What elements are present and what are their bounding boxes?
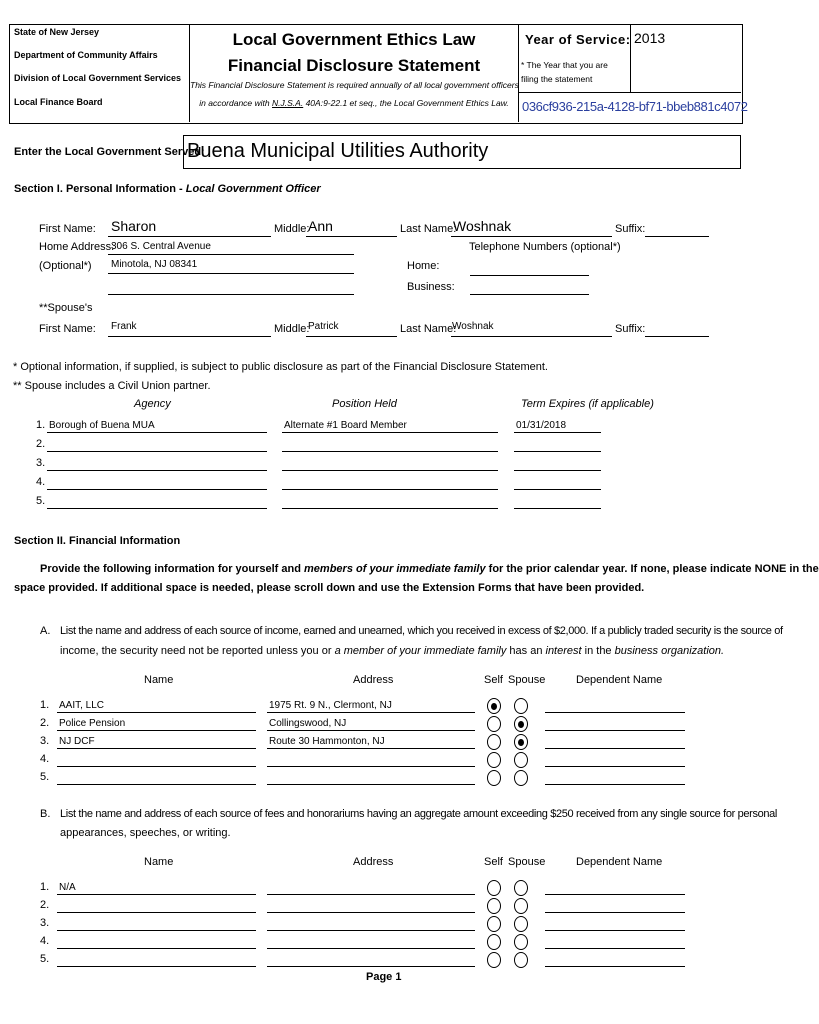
spouse-radio[interactable] <box>514 934 528 950</box>
part-b-col-spouse: Spouse <box>508 856 546 868</box>
col-agency-heading: Agency <box>134 398 171 410</box>
source-address-field[interactable] <box>267 766 475 767</box>
home-phone-label: Home: <box>407 260 440 272</box>
position-row-number: 5. <box>36 495 46 507</box>
self-radio[interactable] <box>487 734 501 750</box>
col-position-heading: Position Held <box>332 398 397 410</box>
col-term-heading: Term Expires (if applicable) <box>521 398 654 410</box>
section2-intro-line2: space provided. If additional space is needed, please scroll down and use the Extension Forms that have been provided. <box>14 582 645 594</box>
part-b-col-dependent: Dependent Name <box>576 856 663 868</box>
position-value: Alternate #1 Board Member <box>284 420 407 431</box>
dependent-name-field[interactable] <box>545 966 685 967</box>
optional-label: (Optional*) <box>39 260 92 272</box>
term-field[interactable] <box>514 432 601 433</box>
agency-field[interactable] <box>47 432 267 433</box>
source-name-field[interactable] <box>57 712 256 713</box>
middle-field[interactable] <box>306 236 397 237</box>
position-field[interactable] <box>282 451 498 452</box>
term-field[interactable] <box>514 451 601 452</box>
source-address-field[interactable] <box>267 748 475 749</box>
source-address-value: 1975 Rt. 9 N., Clermont, NJ <box>269 700 392 711</box>
suffix-label: Suffix: <box>615 223 646 235</box>
intro-part-c: for the prior calendar year. If none, please indicate NONE in the <box>488 563 819 575</box>
part-a-letter: A. <box>40 625 51 637</box>
address-line1-field[interactable] <box>108 254 354 255</box>
position-field[interactable] <box>282 489 498 490</box>
section1-heading <box>14 183 321 195</box>
section1-heading-text: Section I. Personal Information - <box>14 183 186 195</box>
form-subtitle-line2 <box>190 98 518 108</box>
part-a-col-address: Address <box>353 674 394 686</box>
part-a-col-dependent: Dependent Name <box>576 674 663 686</box>
row-number: 2. <box>40 899 50 911</box>
part-b-letter: B. <box>40 808 51 820</box>
agency-line-board: Local Finance Board <box>14 97 103 107</box>
home-address-label: Home Address: <box>39 241 115 253</box>
self-radio[interactable] <box>487 916 501 932</box>
row-number: 1. <box>40 699 50 711</box>
dependent-name-field[interactable] <box>545 766 685 767</box>
section2-heading: Section II. Financial Information <box>14 535 181 547</box>
first-name-value: Sharon <box>111 218 157 234</box>
dependent-name-field[interactable] <box>545 712 685 713</box>
part-b-text-line2: appearances, speeches, or writing. <box>60 827 231 839</box>
row-number: 4. <box>40 935 50 947</box>
source-name-value: NJ DCF <box>59 736 95 747</box>
spouse-suffix-label: Suffix: <box>615 323 646 335</box>
self-radio[interactable] <box>487 898 501 914</box>
part-b-col-self: Self <box>484 856 503 868</box>
dependent-name-field[interactable] <box>545 930 685 931</box>
source-name-value: AAIT, LLC <box>59 700 105 711</box>
year-note: * The Year that you are filing the statement <box>521 60 608 84</box>
self-radio[interactable] <box>487 952 501 968</box>
source-address-value: Route 30 Hammonton, NJ <box>269 736 385 747</box>
optional-note: * Optional information, if supplied, is subject to public disclosure as part of the Financial Disclosure Statement. <box>13 361 548 373</box>
spouse-radio[interactable] <box>514 916 528 932</box>
header-right-divider <box>518 24 519 122</box>
row-number: 1. <box>40 881 50 893</box>
first-name-field[interactable] <box>108 236 271 237</box>
address-line2-field[interactable] <box>108 273 354 274</box>
dependent-name-field[interactable] <box>545 748 685 749</box>
part-a-col-self: Self <box>484 674 503 686</box>
spouse-first-name-label: First Name: <box>39 323 96 335</box>
spouse-last-name-field[interactable] <box>451 336 612 337</box>
part-a-t2c: has an <box>509 645 543 657</box>
position-field[interactable] <box>282 508 498 509</box>
source-address-field[interactable] <box>267 966 475 967</box>
source-address-field[interactable] <box>267 948 475 949</box>
spouse-radio[interactable] <box>514 770 528 786</box>
agency-value: Borough of Buena MUA <box>49 420 155 431</box>
dependent-name-field[interactable] <box>545 912 685 913</box>
position-row-number: 2. <box>36 438 46 450</box>
middle-label: Middle: <box>274 223 310 235</box>
term-field[interactable] <box>514 489 601 490</box>
source-address-value: Collingswood, NJ <box>269 718 347 729</box>
spouse-middle-field[interactable] <box>306 336 397 337</box>
dependent-name-field[interactable] <box>545 730 685 731</box>
self-radio[interactable] <box>487 716 501 732</box>
source-name-field[interactable] <box>57 894 256 895</box>
source-name-field[interactable] <box>57 948 256 949</box>
spouse-middle-value: Patrick <box>308 321 339 332</box>
spouse-note: ** Spouse includes a Civil Union partner. <box>13 380 211 392</box>
spouse-radio[interactable] <box>514 880 528 896</box>
spouse-radio[interactable] <box>514 898 528 914</box>
agency-field[interactable] <box>47 508 267 509</box>
self-radio[interactable] <box>487 770 501 786</box>
spouse-middle-label: Middle: <box>274 323 310 335</box>
form-title-line2: Financial Disclosure Statement <box>227 56 481 75</box>
spouse-last-name-value: Woshnak <box>452 321 494 332</box>
last-name-field[interactable] <box>451 236 612 237</box>
self-radio[interactable] <box>487 752 501 768</box>
form-subtitle-line1: This Financial Disclosure Statement is required annually of all local government officers <box>190 80 519 90</box>
address-line1-value: 306 S. Central Avenue <box>111 241 211 252</box>
section1-heading-italic: Local Government Officer <box>185 183 321 195</box>
last-name-value: Woshnak <box>453 218 512 234</box>
source-address-field[interactable] <box>267 730 475 731</box>
spouse-first-name-value: Frank <box>111 321 137 332</box>
source-name-field[interactable] <box>57 784 256 785</box>
address-line2-value: Minotola, NJ 08341 <box>111 259 198 270</box>
page-number: Page 1 <box>366 971 402 983</box>
spouse-radio[interactable] <box>514 716 528 732</box>
served-label: Enter the Local Government Served: <box>14 146 205 158</box>
row-number: 5. <box>40 953 50 965</box>
part-a-t2a: income, the security need not be reported unless you or <box>60 645 332 657</box>
part-b-text-line1: List the name and address of each source of fees and honorariums having an aggregate amount exceeding $250 received from any single source for personal <box>60 808 778 820</box>
source-name-field[interactable] <box>57 912 256 913</box>
dependent-name-field[interactable] <box>545 894 685 895</box>
year-value[interactable]: 2013 <box>634 30 666 46</box>
row-number: 4. <box>40 753 50 765</box>
agency-field[interactable] <box>47 451 267 452</box>
part-a-text-line2 <box>60 645 724 657</box>
telephone-label: Telephone Numbers (optional*) <box>469 241 621 253</box>
business-phone-field[interactable] <box>470 294 589 295</box>
first-name-label: First Name: <box>39 223 96 235</box>
source-name-field[interactable] <box>57 766 256 767</box>
suffix-field[interactable] <box>645 236 709 237</box>
source-name-field[interactable] <box>57 748 256 749</box>
part-a-t2d: interest <box>545 645 582 657</box>
row-number: 5. <box>40 771 50 783</box>
self-radio[interactable] <box>487 934 501 950</box>
home-phone-field[interactable] <box>470 275 589 276</box>
position-row-number: 3. <box>36 457 46 469</box>
term-field[interactable] <box>514 508 601 509</box>
part-a-t2b: a member of your immediate family <box>334 645 507 657</box>
source-address-field[interactable] <box>267 930 475 931</box>
agency-line-state: State of New Jersey <box>14 27 100 37</box>
position-row-number: 4. <box>36 476 46 488</box>
spouse-radio[interactable] <box>514 698 528 714</box>
source-name-field[interactable] <box>57 730 256 731</box>
part-b-col-address: Address <box>353 856 394 868</box>
agency-line-division: Division of Local Government Services <box>14 73 182 83</box>
row-number: 2. <box>40 717 50 729</box>
part-b-col-name: Name <box>144 856 174 868</box>
document-id: 036cf936-215a-4128-bf71-bbeb881c4072 <box>522 99 748 114</box>
spouse-first-name-field[interactable] <box>108 336 271 337</box>
section2-intro-line1 <box>40 563 819 575</box>
intro-part-a: Provide the following information for yourself and <box>40 563 301 575</box>
source-address-field[interactable] <box>267 894 475 895</box>
subtitle-njsa: N.J.S.A. <box>272 98 304 108</box>
source-name-field[interactable] <box>57 930 256 931</box>
spouse-radio[interactable] <box>514 734 528 750</box>
agency-field[interactable] <box>47 470 267 471</box>
spouse-radio[interactable] <box>514 752 528 768</box>
id-divider <box>518 92 741 93</box>
source-name-field[interactable] <box>57 966 256 967</box>
row-number: 3. <box>40 917 50 929</box>
source-name-value: N/A <box>59 882 76 893</box>
position-field[interactable] <box>282 470 498 471</box>
agency-field[interactable] <box>47 489 267 490</box>
spouse-radio[interactable] <box>514 952 528 968</box>
dependent-name-field[interactable] <box>545 784 685 785</box>
middle-value: Ann <box>308 218 333 234</box>
dependent-name-field[interactable] <box>545 948 685 949</box>
spouse-suffix-field[interactable] <box>645 336 709 337</box>
part-a-col-spouse: Spouse <box>508 674 546 686</box>
subtitle-prefix: in accordance with <box>199 98 270 108</box>
self-radio[interactable] <box>487 880 501 896</box>
term-field[interactable] <box>514 470 601 471</box>
spouse-label: **Spouse's <box>39 302 93 314</box>
term-value: 01/31/2018 <box>516 420 567 431</box>
part-a-t2f: business organization. <box>614 645 725 657</box>
part-a-t2e: in the <box>584 645 612 657</box>
part-a-col-name: Name <box>144 674 174 686</box>
self-radio[interactable] <box>487 698 501 714</box>
year-label: Year of Service: <box>525 32 631 47</box>
position-row-number: 1. <box>36 419 46 431</box>
last-name-label: Last Name: <box>400 223 457 235</box>
form-title-line1: Local Government Ethics Law <box>232 30 476 49</box>
source-name-value: Police Pension <box>59 718 126 729</box>
intro-part-b: members of your immediate family <box>304 563 486 575</box>
position-field[interactable] <box>282 432 498 433</box>
part-a-text-line1: List the name and address of each source of income, earned and unearned, which you received in excess of $2,000. If a publicly traded security is the source of <box>60 625 783 637</box>
source-address-field[interactable] <box>267 784 475 785</box>
business-phone-label: Business: <box>407 281 455 293</box>
served-value: Buena Municipal Utilities Authority <box>187 140 489 162</box>
spouse-last-name-label: Last Name: <box>400 323 457 335</box>
source-address-field[interactable] <box>267 712 475 713</box>
agency-line-department: Department of Community Affairs <box>14 50 158 60</box>
address-line3-field[interactable] <box>108 294 354 295</box>
row-number: 3. <box>40 735 50 747</box>
source-address-field[interactable] <box>267 912 475 913</box>
subtitle-suffix: 40A:9-22.1 et seq., the Local Government Ethics Law. <box>305 98 509 108</box>
